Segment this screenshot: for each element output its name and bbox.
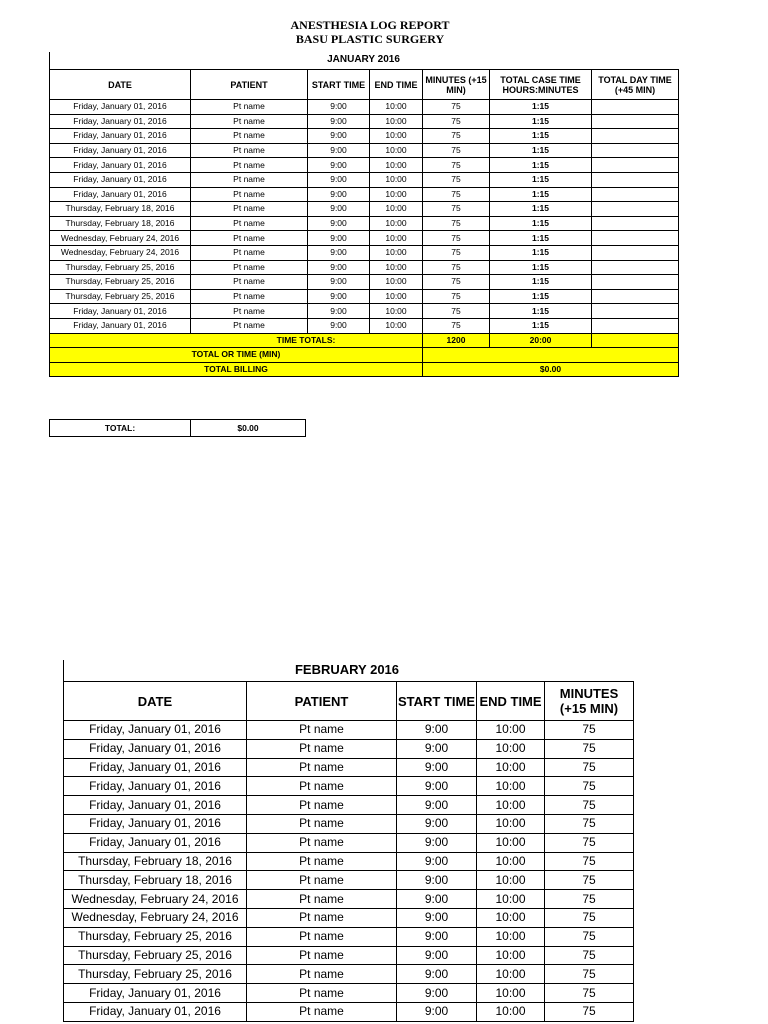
cell-date: Thursday, February 25, 2016 [50,289,191,304]
cell-start-time: 9:00 [397,946,477,965]
cell-minutes: 75 [423,172,490,187]
cell-total-case-time: 1:15 [490,275,592,290]
cell-end-time: 10:00 [370,187,423,202]
cell-total-day-time [592,260,679,275]
table-row [50,172,679,187]
cell-end-time: 10:00 [477,871,545,890]
cell-date: Thursday, February 25, 2016 [50,275,191,290]
cell-start-time: 9:00 [308,260,370,275]
cell-patient: Pt name [247,927,397,946]
table-row [64,833,634,852]
cell-patient: Pt name [247,796,397,815]
cell-end-time: 10:00 [370,129,423,144]
summary-total-value: $0.00 [191,420,306,437]
cell-minutes: 75 [423,318,490,333]
cell-date: Friday, January 01, 2016 [50,129,191,144]
cell-end-time: 10:00 [477,739,545,758]
cell-total-day-time [592,129,679,144]
cell-minutes: 75 [545,890,634,909]
table-row [64,965,634,984]
cell-total-day-time [592,318,679,333]
cell-patient: Pt name [247,965,397,984]
cell-start-time: 9:00 [308,216,370,231]
month-heading-february: FEBRUARY 2016 [294,662,400,677]
cell-start-time: 9:00 [397,721,477,740]
month-heading-january: JANUARY 2016 [327,54,400,65]
table-header-row [64,682,634,721]
cell-end-time: 10:00 [477,721,545,740]
cell-date: Friday, January 01, 2016 [50,114,191,129]
header-end-time: END TIME [477,682,545,721]
cell-patient: Pt name [191,158,308,173]
table-row [64,721,634,740]
cell-date: Thursday, February 25, 2016 [64,965,247,984]
cell-date: Friday, January 01, 2016 [64,1002,247,1021]
header-end-time: END TIME [370,70,423,100]
cell-start-time: 9:00 [308,275,370,290]
cell-end-time: 10:00 [370,231,423,246]
cell-minutes: 75 [423,260,490,275]
cell-patient: Pt name [191,318,308,333]
total-billing-label: TOTAL BILLING [50,362,423,377]
cell-minutes: 75 [423,129,490,144]
cell-start-time: 9:00 [397,871,477,890]
cell-end-time: 10:00 [477,852,545,871]
header-date: DATE [50,70,191,100]
cell-date: Thursday, February 18, 2016 [64,852,247,871]
cell-date: Friday, January 01, 2016 [50,100,191,115]
cell-patient: Pt name [191,129,308,144]
cell-patient: Pt name [191,275,308,290]
cell-minutes: 75 [545,852,634,871]
cell-date: Friday, January 01, 2016 [64,777,247,796]
cell-patient: Pt name [247,721,397,740]
cell-end-time: 10:00 [477,777,545,796]
cell-minutes: 75 [423,245,490,260]
cell-date: Thursday, February 18, 2016 [64,871,247,890]
cell-date: Friday, January 01, 2016 [64,758,247,777]
table-row [50,318,679,333]
table-row [64,890,634,909]
header-patient: PATIENT [191,70,308,100]
header-total-day-time: TOTAL DAY TIME (+45 MIN) [592,70,679,100]
cell-start-time: 9:00 [397,758,477,777]
cell-start-time: 9:00 [397,965,477,984]
cell-total-case-time: 1:15 [490,216,592,231]
cell-total-case-time: 1:15 [490,202,592,217]
table-row [64,908,634,927]
cell-date: Friday, January 01, 2016 [50,158,191,173]
cell-end-time: 10:00 [370,289,423,304]
cell-date: Thursday, February 18, 2016 [50,216,191,231]
cell-minutes: 75 [545,927,634,946]
cell-patient: Pt name [191,260,308,275]
table-row [64,871,634,890]
cell-date: Thursday, February 25, 2016 [64,946,247,965]
table-row [50,231,679,246]
cell-total-case-time: 1:15 [490,187,592,202]
table-row [50,129,679,144]
cell-total-day-time [592,245,679,260]
cell-total-case-time: 1:15 [490,114,592,129]
table-row [64,852,634,871]
cell-total-case-time: 1:15 [490,245,592,260]
cell-end-time: 10:00 [370,114,423,129]
cell-minutes: 75 [423,202,490,217]
cell-total-case-time: 1:15 [490,231,592,246]
cell-total-day-time [592,216,679,231]
report-subtitle: BASU PLASTIC SURGERY [295,32,445,46]
cell-minutes: 75 [545,796,634,815]
cell-start-time: 9:00 [308,114,370,129]
cell-total-day-time [592,202,679,217]
cell-start-time: 9:00 [308,202,370,217]
cell-minutes: 75 [545,984,634,1003]
cell-end-time: 10:00 [370,245,423,260]
cell-end-time: 10:00 [370,216,423,231]
cell-start-time: 9:00 [397,1002,477,1021]
cell-start-time: 9:00 [397,833,477,852]
table-row [50,100,679,115]
total-billing-value: $0.00 [423,362,679,377]
cell-date: Friday, January 01, 2016 [50,304,191,319]
cell-minutes: 75 [545,1002,634,1021]
cell-total-case-time: 1:15 [490,158,592,173]
report-title: ANESTHESIA LOG REPORT [290,18,450,32]
cell-start-time: 9:00 [308,143,370,158]
cell-patient: Pt name [191,100,308,115]
time-totals-minutes: 1200 [423,333,490,348]
cell-total-case-time: 1:15 [490,100,592,115]
cell-minutes: 75 [423,187,490,202]
cell-end-time: 10:00 [370,260,423,275]
cell-minutes: 75 [545,965,634,984]
table-row [50,275,679,290]
table-row [64,814,634,833]
cell-patient: Pt name [247,871,397,890]
table-row [50,187,679,202]
cell-patient: Pt name [191,114,308,129]
cell-start-time: 9:00 [308,172,370,187]
total-or-time-row [50,348,679,363]
table-row [64,739,634,758]
cell-patient: Pt name [247,946,397,965]
cell-end-time: 10:00 [477,946,545,965]
cell-end-time: 10:00 [370,202,423,217]
cell-start-time: 9:00 [308,187,370,202]
cell-end-time: 10:00 [477,890,545,909]
header-start-time: START TIME [397,682,477,721]
cell-patient: Pt name [247,984,397,1003]
cell-total-day-time [592,275,679,290]
cell-start-time: 9:00 [397,927,477,946]
cell-total-case-time: 1:15 [490,129,592,144]
cell-patient: Pt name [191,231,308,246]
cell-patient: Pt name [247,833,397,852]
total-or-time-value [423,348,679,363]
table-row [64,777,634,796]
table-row [50,114,679,129]
cell-date: Thursday, February 18, 2016 [50,202,191,217]
cell-patient: Pt name [191,202,308,217]
header-date: DATE [64,682,247,721]
table-row [50,304,679,319]
cell-patient: Pt name [191,216,308,231]
cell-total-day-time [592,172,679,187]
cell-date: Friday, January 01, 2016 [50,187,191,202]
cell-total-case-time: 1:15 [490,304,592,319]
cell-start-time: 9:00 [397,777,477,796]
cell-end-time: 10:00 [370,318,423,333]
cell-start-time: 9:00 [397,796,477,815]
time-totals-day-cell [592,333,679,348]
cell-end-time: 10:00 [477,758,545,777]
cell-total-day-time [592,100,679,115]
cell-minutes: 75 [423,143,490,158]
cell-minutes: 75 [423,216,490,231]
cell-minutes: 75 [423,275,490,290]
cell-start-time: 9:00 [308,304,370,319]
cell-minutes: 75 [423,231,490,246]
cell-date: Friday, January 01, 2016 [64,796,247,815]
january-log-table [49,69,679,377]
cell-date: Friday, January 01, 2016 [64,814,247,833]
cell-end-time: 10:00 [477,796,545,815]
cell-start-time: 9:00 [308,129,370,144]
cell-date: Friday, January 01, 2016 [64,833,247,852]
table-row [50,158,679,173]
cell-start-time: 9:00 [397,814,477,833]
summary-total-box [49,419,306,437]
cell-start-time: 9:00 [308,318,370,333]
table-row [64,946,634,965]
cell-patient: Pt name [191,187,308,202]
cell-patient: Pt name [247,1002,397,1021]
cell-end-time: 10:00 [477,984,545,1003]
cell-minutes: 75 [545,739,634,758]
cell-end-time: 10:00 [370,158,423,173]
cell-minutes: 75 [423,114,490,129]
cell-total-case-time: 1:15 [490,318,592,333]
cell-minutes: 75 [545,908,634,927]
cell-total-day-time [592,114,679,129]
cell-total-case-time: 1:15 [490,260,592,275]
cell-patient: Pt name [247,908,397,927]
cell-total-day-time [592,231,679,246]
header-start-time: START TIME [308,70,370,100]
header-patient: PATIENT [247,682,397,721]
total-or-time-label: TOTAL OR TIME (MIN) [50,348,423,363]
cell-start-time: 9:00 [308,100,370,115]
cell-end-time: 10:00 [370,100,423,115]
cell-minutes: 75 [423,100,490,115]
cell-minutes: 75 [423,304,490,319]
cell-patient: Pt name [247,777,397,796]
cell-minutes: 75 [545,758,634,777]
cell-patient: Pt name [191,172,308,187]
cell-patient: Pt name [191,289,308,304]
header-minutes: MINUTES (+15 MIN) [545,682,634,721]
cell-minutes: 75 [545,871,634,890]
cell-end-time: 10:00 [477,965,545,984]
time-totals-hours: 20:00 [490,333,592,348]
cell-minutes: 75 [545,814,634,833]
cell-total-day-time [592,158,679,173]
cell-date: Wednesday, February 24, 2016 [64,890,247,909]
cell-patient: Pt name [191,143,308,158]
cell-date: Thursday, February 25, 2016 [64,927,247,946]
cell-end-time: 10:00 [370,143,423,158]
table-row [64,1002,634,1021]
cell-end-time: 10:00 [477,927,545,946]
table-row [50,143,679,158]
cell-patient: Pt name [247,739,397,758]
cell-end-time: 10:00 [477,814,545,833]
cell-end-time: 10:00 [477,908,545,927]
cell-minutes: 75 [423,289,490,304]
cell-total-case-time: 1:15 [490,289,592,304]
cell-start-time: 9:00 [308,231,370,246]
cell-total-case-time: 1:15 [490,143,592,158]
cell-date: Friday, January 01, 2016 [50,172,191,187]
cell-end-time: 10:00 [370,275,423,290]
table-row [64,796,634,815]
cell-start-time: 9:00 [397,852,477,871]
cell-start-time: 9:00 [308,158,370,173]
cell-start-time: 9:00 [397,908,477,927]
cell-start-time: 9:00 [308,289,370,304]
table-row [50,216,679,231]
cell-total-case-time: 1:15 [490,172,592,187]
cell-start-time: 9:00 [397,739,477,758]
february-log-table [63,681,634,1022]
cell-end-time: 10:00 [370,304,423,319]
total-billing-row [50,362,679,377]
cell-minutes: 75 [545,777,634,796]
cell-start-time: 9:00 [397,890,477,909]
cell-total-day-time [592,143,679,158]
cell-minutes: 75 [545,721,634,740]
header-minutes: MINUTES (+15 MIN) [423,70,490,100]
cell-end-time: 10:00 [477,1002,545,1021]
cell-total-day-time [592,187,679,202]
table-header-row [50,70,679,100]
table-row [64,758,634,777]
cell-date: Friday, January 01, 2016 [50,143,191,158]
table-row [64,927,634,946]
cell-patient: Pt name [247,852,397,871]
table-row [50,260,679,275]
cell-minutes: 75 [423,158,490,173]
cell-total-day-time [592,304,679,319]
cell-minutes: 75 [545,833,634,852]
cell-date: Wednesday, February 24, 2016 [64,908,247,927]
cell-total-day-time [592,289,679,304]
cell-date: Friday, January 01, 2016 [64,721,247,740]
summary-total-label: TOTAL: [50,420,191,437]
cell-patient: Pt name [191,304,308,319]
cell-date: Thursday, February 25, 2016 [50,260,191,275]
time-totals-label: TIME TOTALS: [50,333,423,348]
table-row [50,202,679,217]
table-row [50,289,679,304]
cell-minutes: 75 [545,946,634,965]
cell-end-time: 10:00 [370,172,423,187]
cell-date: Friday, January 01, 2016 [50,318,191,333]
cell-patient: Pt name [247,814,397,833]
cell-date: Wednesday, February 24, 2016 [50,231,191,246]
cell-date: Friday, January 01, 2016 [64,984,247,1003]
cell-patient: Pt name [191,245,308,260]
cell-date: Friday, January 01, 2016 [64,739,247,758]
cell-start-time: 9:00 [397,984,477,1003]
time-totals-row [50,333,679,348]
header-total-case-time: TOTAL CASE TIME HOURS:MINUTES [490,70,592,100]
cell-end-time: 10:00 [477,833,545,852]
table-row [50,245,679,260]
cell-patient: Pt name [247,758,397,777]
table-row [64,984,634,1003]
cell-patient: Pt name [247,890,397,909]
cell-start-time: 9:00 [308,245,370,260]
cell-date: Wednesday, February 24, 2016 [50,245,191,260]
